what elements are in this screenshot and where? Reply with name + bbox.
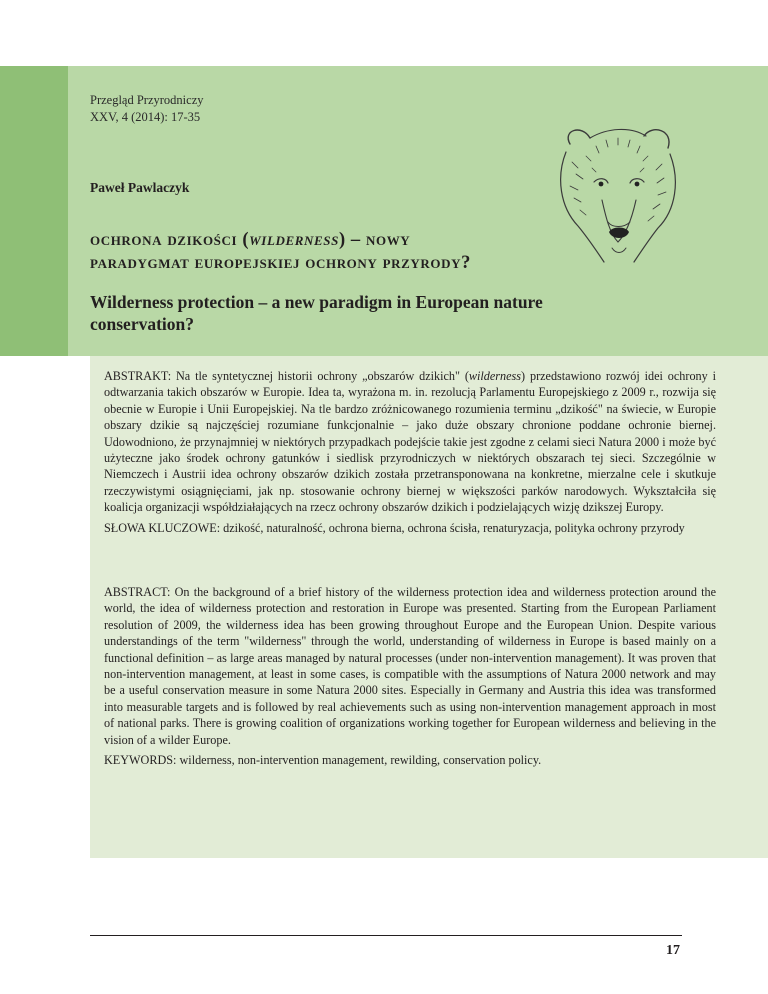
keywords-paragraph [104, 752, 716, 768]
title-pl-line2: paradygmat europejskiej ochrony przyrody? [90, 253, 471, 273]
abstrakt-paragraph [104, 368, 716, 516]
title-pl-part2: ) – nowy [338, 230, 411, 250]
abstrakt-text-italic: wilderness [468, 369, 522, 383]
abstrakt-label: ABSTRAKT: [104, 369, 172, 383]
author-name: Paweł Pawlaczyk [90, 180, 190, 195]
abstract-paragraph [104, 584, 716, 748]
abstract-pl-section [104, 368, 716, 536]
slowa-kluczowe-label: SŁOWA KLUCZOWE: [104, 520, 221, 535]
keywords-label: KEYWORDS: [104, 753, 177, 768]
keywords-text: wilderness, non-intervention management, rewilding, conservation policy. [176, 753, 542, 768]
page-number: 17 [666, 943, 680, 958]
abstract-text: On the background of a brief history of the wilderness protection idea and wilderness protection around the world, the idea of wilderness protection and restoration in Europe was presented. Starting from the European Parliament resolution of 2009, the wilderness idea has been growing throughout Europe and the European Union. Despite various understandings of the term "wilderness" through the world, understanding of wilderness in Europe is based mainly on a functional definition – as large areas managed by natural processes (under non-intervention management). It was proven that non-intervention management, at least in some cases, is compatible with the assumptions of Natura 2000 network and may be a useful conservation measure in some Natura 2000 sites. Especially in Germany and Austria this idea was transformed into measurable targets and is followed by real achievements such as using non-intervention management approach in most of national parks. There is growing coalition of organizations working together for European wilderness and believing in the vision of a wilder Europe. [104, 585, 716, 747]
abstrakt-text-a: Na tle syntetycznej historii ochrony „obszarów dzikich" ( [171, 369, 469, 383]
footer-rule [90, 935, 682, 936]
journal-issue: XXV, 4 (2014): 17-35 [90, 110, 201, 124]
slowa-kluczowe-text: dzikość, naturalność, ochrona bierna, ochrona ścisła, renaturyzacja, polityka ochrony przyrody [220, 520, 685, 535]
abstract-label: ABSTRACT: [104, 585, 171, 599]
abstrakt-text-b: ) przedstawiono rozwój idei ochrony i odtwarzania takich obszarów w Europie. Idea ta, wyrażona m. in. rezolucją Parlamentu Europejskiego z 2009 r., rozwija się obecnie w Europie i Unii Europejskiej. Na tle bardzo zróżnicowanego rozumienia terminu „dzikość" na świecie, w Europie obszary dzikie są najczęściej rozumiane funkcjonalnie – jako duże obszary chronione poddane ochronie biernej. Udowodniono, że przynajmniej w niektórych przypadkach podejście takie jest zgodne z celami sieci Natura 2000 i może być użyteczne jako środek ochrony gatunków i siedlisk przyrodniczych w niektórych obszarach tej sieci. Szczególnie w Niemczech i Austrii idea ochrony obszarów dzikich została przetransponowana na konkretne, mierzalne cele i skutkuje rzeczywistymi osiągnięciami, jak np. stosowanie ochrony biernej w większości parków narodowych. Wykształciła się koalicja organizacji współdziałających na rzecz ochrony obszarów dzikich i podzielających wizję dzikszej Europy. [104, 369, 716, 515]
title-pl-part1: ochrona dzikości ( [90, 230, 250, 250]
slowa-kluczowe-paragraph [104, 520, 716, 536]
article-title-pl [90, 229, 690, 275]
header-band-tab [0, 66, 68, 356]
article-title-en: Wilderness protection – a new paradigm in European nature conservation? [90, 292, 543, 334]
title-pl-italic: wilderness [249, 230, 339, 250]
journal-citation [90, 92, 204, 126]
journal-name: Przegląd Przyrodniczy [90, 93, 204, 107]
abstract-en-section [104, 584, 716, 768]
